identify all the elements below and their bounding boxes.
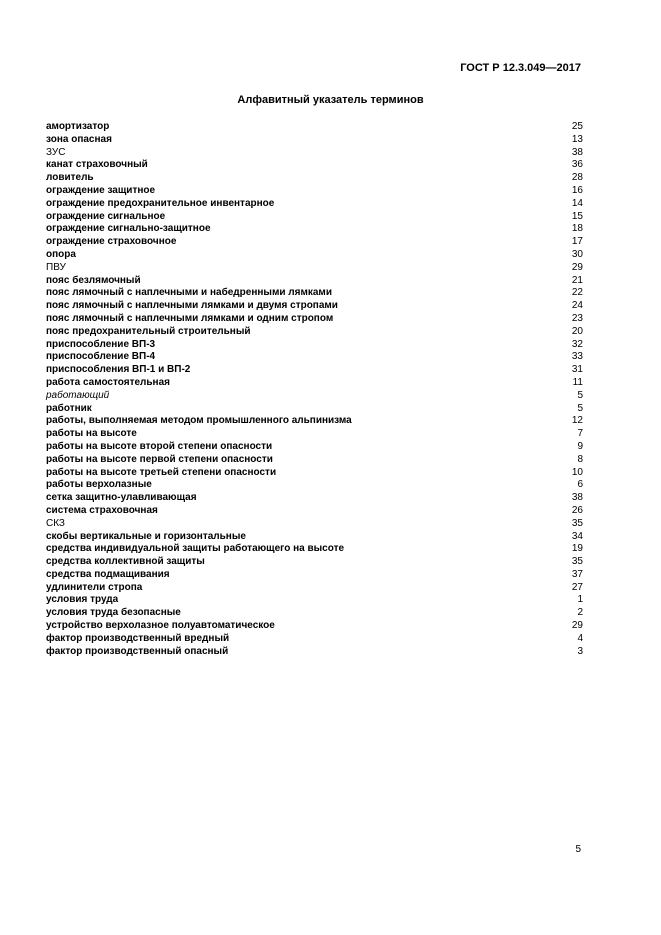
index-term: условия труда безопасные — [46, 607, 181, 619]
index-entry — [46, 185, 583, 198]
index-page-ref: 32 — [571, 338, 583, 350]
index-page-ref: 37 — [571, 568, 583, 580]
index-term: фактор производственный опасный — [46, 645, 229, 657]
index-page-ref: 11 — [572, 376, 583, 388]
index-term: ограждение страховочное — [46, 236, 177, 248]
index-page-ref: 5 — [577, 402, 583, 414]
index-entry — [46, 313, 583, 326]
index-page-ref: 7 — [577, 428, 583, 440]
index-term: ЗУС — [46, 146, 66, 158]
index-entry — [46, 479, 583, 492]
index-entry — [46, 198, 583, 211]
index-page-ref: 18 — [571, 223, 583, 235]
index-term: удлинители стропа — [46, 581, 143, 593]
index-entry — [46, 543, 583, 556]
index-entry — [46, 569, 583, 582]
index-entry — [46, 390, 583, 403]
index-term: пояс предохранительный строительный — [46, 325, 251, 337]
index-term: пояс лямочный с наплечными лямками и одним стропом — [46, 312, 334, 324]
index-entry — [46, 633, 583, 646]
index-page-ref: 29 — [571, 620, 583, 632]
index-term: работы на высоте первой степени опасности — [46, 453, 273, 465]
index-page-ref: 34 — [571, 530, 583, 542]
index-page-ref: 16 — [571, 184, 583, 196]
index-page-ref: 15 — [571, 210, 583, 222]
index-page-ref: 26 — [571, 504, 583, 516]
index-term: ограждение предохранительное инвентарное — [46, 197, 275, 209]
index-term: устройство верхолазное полуавтоматическое — [46, 620, 275, 632]
index-term: ПВУ — [46, 261, 66, 273]
index-entry — [46, 364, 583, 377]
document-code: ГОСТ Р 12.3.049—2017 — [460, 62, 581, 74]
index-term: скобы вертикальные и горизонтальные — [46, 530, 246, 542]
index-page-ref: 24 — [571, 300, 583, 312]
index-entry — [46, 594, 583, 607]
index-term: пояс лямочный с наплечными и набедренными лямками — [46, 287, 332, 299]
index-page-ref: 2 — [577, 607, 583, 619]
index-page-ref: 5 — [577, 389, 583, 401]
index-term: пояс безлямочный — [46, 274, 141, 286]
index-page-ref: 13 — [571, 133, 583, 145]
index-page-ref: 30 — [571, 248, 583, 260]
index-page-ref: 25 — [571, 121, 583, 132]
index-page-ref: 1 — [577, 594, 583, 606]
index-page-ref: 10 — [571, 466, 583, 478]
index-entry — [46, 582, 583, 595]
index-page-ref: 4 — [577, 632, 583, 644]
index-page-ref: 33 — [571, 351, 583, 363]
index-page-ref: 22 — [571, 287, 583, 299]
index-page-ref: 12 — [571, 415, 583, 427]
index-entry — [46, 300, 583, 313]
index-term: амортизатор — [46, 121, 110, 132]
index-entry — [46, 172, 583, 185]
index-entry — [46, 518, 583, 531]
index-page-ref: 31 — [571, 364, 583, 376]
index-entry — [46, 262, 583, 275]
index-term: СКЗ — [46, 517, 65, 529]
index-term: ограждение сигнальное — [46, 210, 166, 222]
index-term: работа самостоятельная — [46, 376, 170, 388]
index-term: работник — [46, 402, 92, 414]
index-entry — [46, 492, 583, 505]
index-term: приспособление ВП-3 — [46, 338, 156, 350]
index-term: работы на высоте — [46, 428, 137, 440]
index-page-ref: 17 — [571, 236, 583, 248]
index-page-ref: 27 — [571, 581, 583, 593]
index-term: средства коллективной защиты — [46, 556, 205, 568]
index-term: зона опасная — [46, 133, 112, 145]
index-page-ref: 20 — [571, 325, 583, 337]
index-term: работающий — [46, 389, 110, 401]
index-page-ref: 14 — [571, 197, 583, 209]
index-entry — [46, 454, 583, 467]
index-term: ловитель — [46, 172, 94, 184]
index-page-ref: 9 — [577, 440, 583, 452]
index-page-ref: 28 — [571, 172, 583, 184]
index-page-ref: 36 — [571, 159, 583, 171]
index-entry — [46, 147, 583, 160]
index-term: пояс лямочный с наплечными лямками и двумя стропами — [46, 300, 338, 312]
index-entry — [46, 505, 583, 518]
index-page-ref: 21 — [571, 274, 583, 286]
index-term: ограждение защитное — [46, 184, 156, 196]
index-term: работы на высоте второй степени опасности — [46, 440, 273, 452]
index-term: условия труда — [46, 594, 119, 606]
index-entry — [46, 467, 583, 480]
index-entry — [46, 351, 583, 364]
index-page-ref: 6 — [577, 479, 583, 491]
index-title: Алфавитный указатель терминов — [237, 94, 424, 106]
index-entry — [46, 275, 583, 288]
index-entry — [46, 223, 583, 236]
index-term: сетка защитно-улавливающая — [46, 492, 197, 504]
index-entry — [46, 556, 583, 569]
index-term: ограждение сигнально-защитное — [46, 223, 211, 235]
index-entry — [46, 159, 583, 172]
index-page-ref: 29 — [571, 261, 583, 273]
index-entry — [46, 249, 583, 262]
index-page-ref: 35 — [571, 517, 583, 529]
index-entry — [46, 326, 583, 339]
term-index-list — [46, 121, 583, 658]
index-entry — [46, 646, 583, 659]
index-entry — [46, 121, 583, 134]
index-entry — [46, 134, 583, 147]
index-entry — [46, 441, 583, 454]
index-term: средства индивидуальной защиты работающего на высоте — [46, 543, 345, 555]
index-page-ref: 35 — [571, 556, 583, 568]
index-page-ref: 23 — [571, 312, 583, 324]
index-page-ref: 38 — [571, 492, 583, 504]
index-term: опора — [46, 248, 76, 260]
index-entry — [46, 607, 583, 620]
index-entry — [46, 428, 583, 441]
index-page-ref: 38 — [571, 146, 583, 158]
index-entry — [46, 531, 583, 544]
index-page-ref: 3 — [577, 645, 583, 657]
page-number: 5 — [575, 844, 581, 855]
index-page-ref: 8 — [577, 453, 583, 465]
index-term: приспособление ВП-4 — [46, 351, 156, 363]
index-entry — [46, 211, 583, 224]
index-term: фактор производственный вредный — [46, 632, 230, 644]
index-entry — [46, 287, 583, 300]
index-term: работы на высоте третьей степени опасности — [46, 466, 277, 478]
index-entry — [46, 620, 583, 633]
index-term: канат страховочный — [46, 159, 148, 171]
index-term: работы, выполняемая методом промышленного альпинизма — [46, 415, 352, 427]
index-term: работы верхолазные — [46, 479, 152, 491]
index-term: приспособления ВП-1 и ВП-2 — [46, 364, 191, 376]
index-entry — [46, 377, 583, 390]
index-entry — [46, 415, 583, 428]
index-entry — [46, 403, 583, 416]
index-entry — [46, 339, 583, 352]
index-entry — [46, 236, 583, 249]
index-page-ref: 19 — [571, 543, 583, 555]
index-term: система страховочная — [46, 504, 158, 516]
index-term: средства подмащивания — [46, 568, 170, 580]
